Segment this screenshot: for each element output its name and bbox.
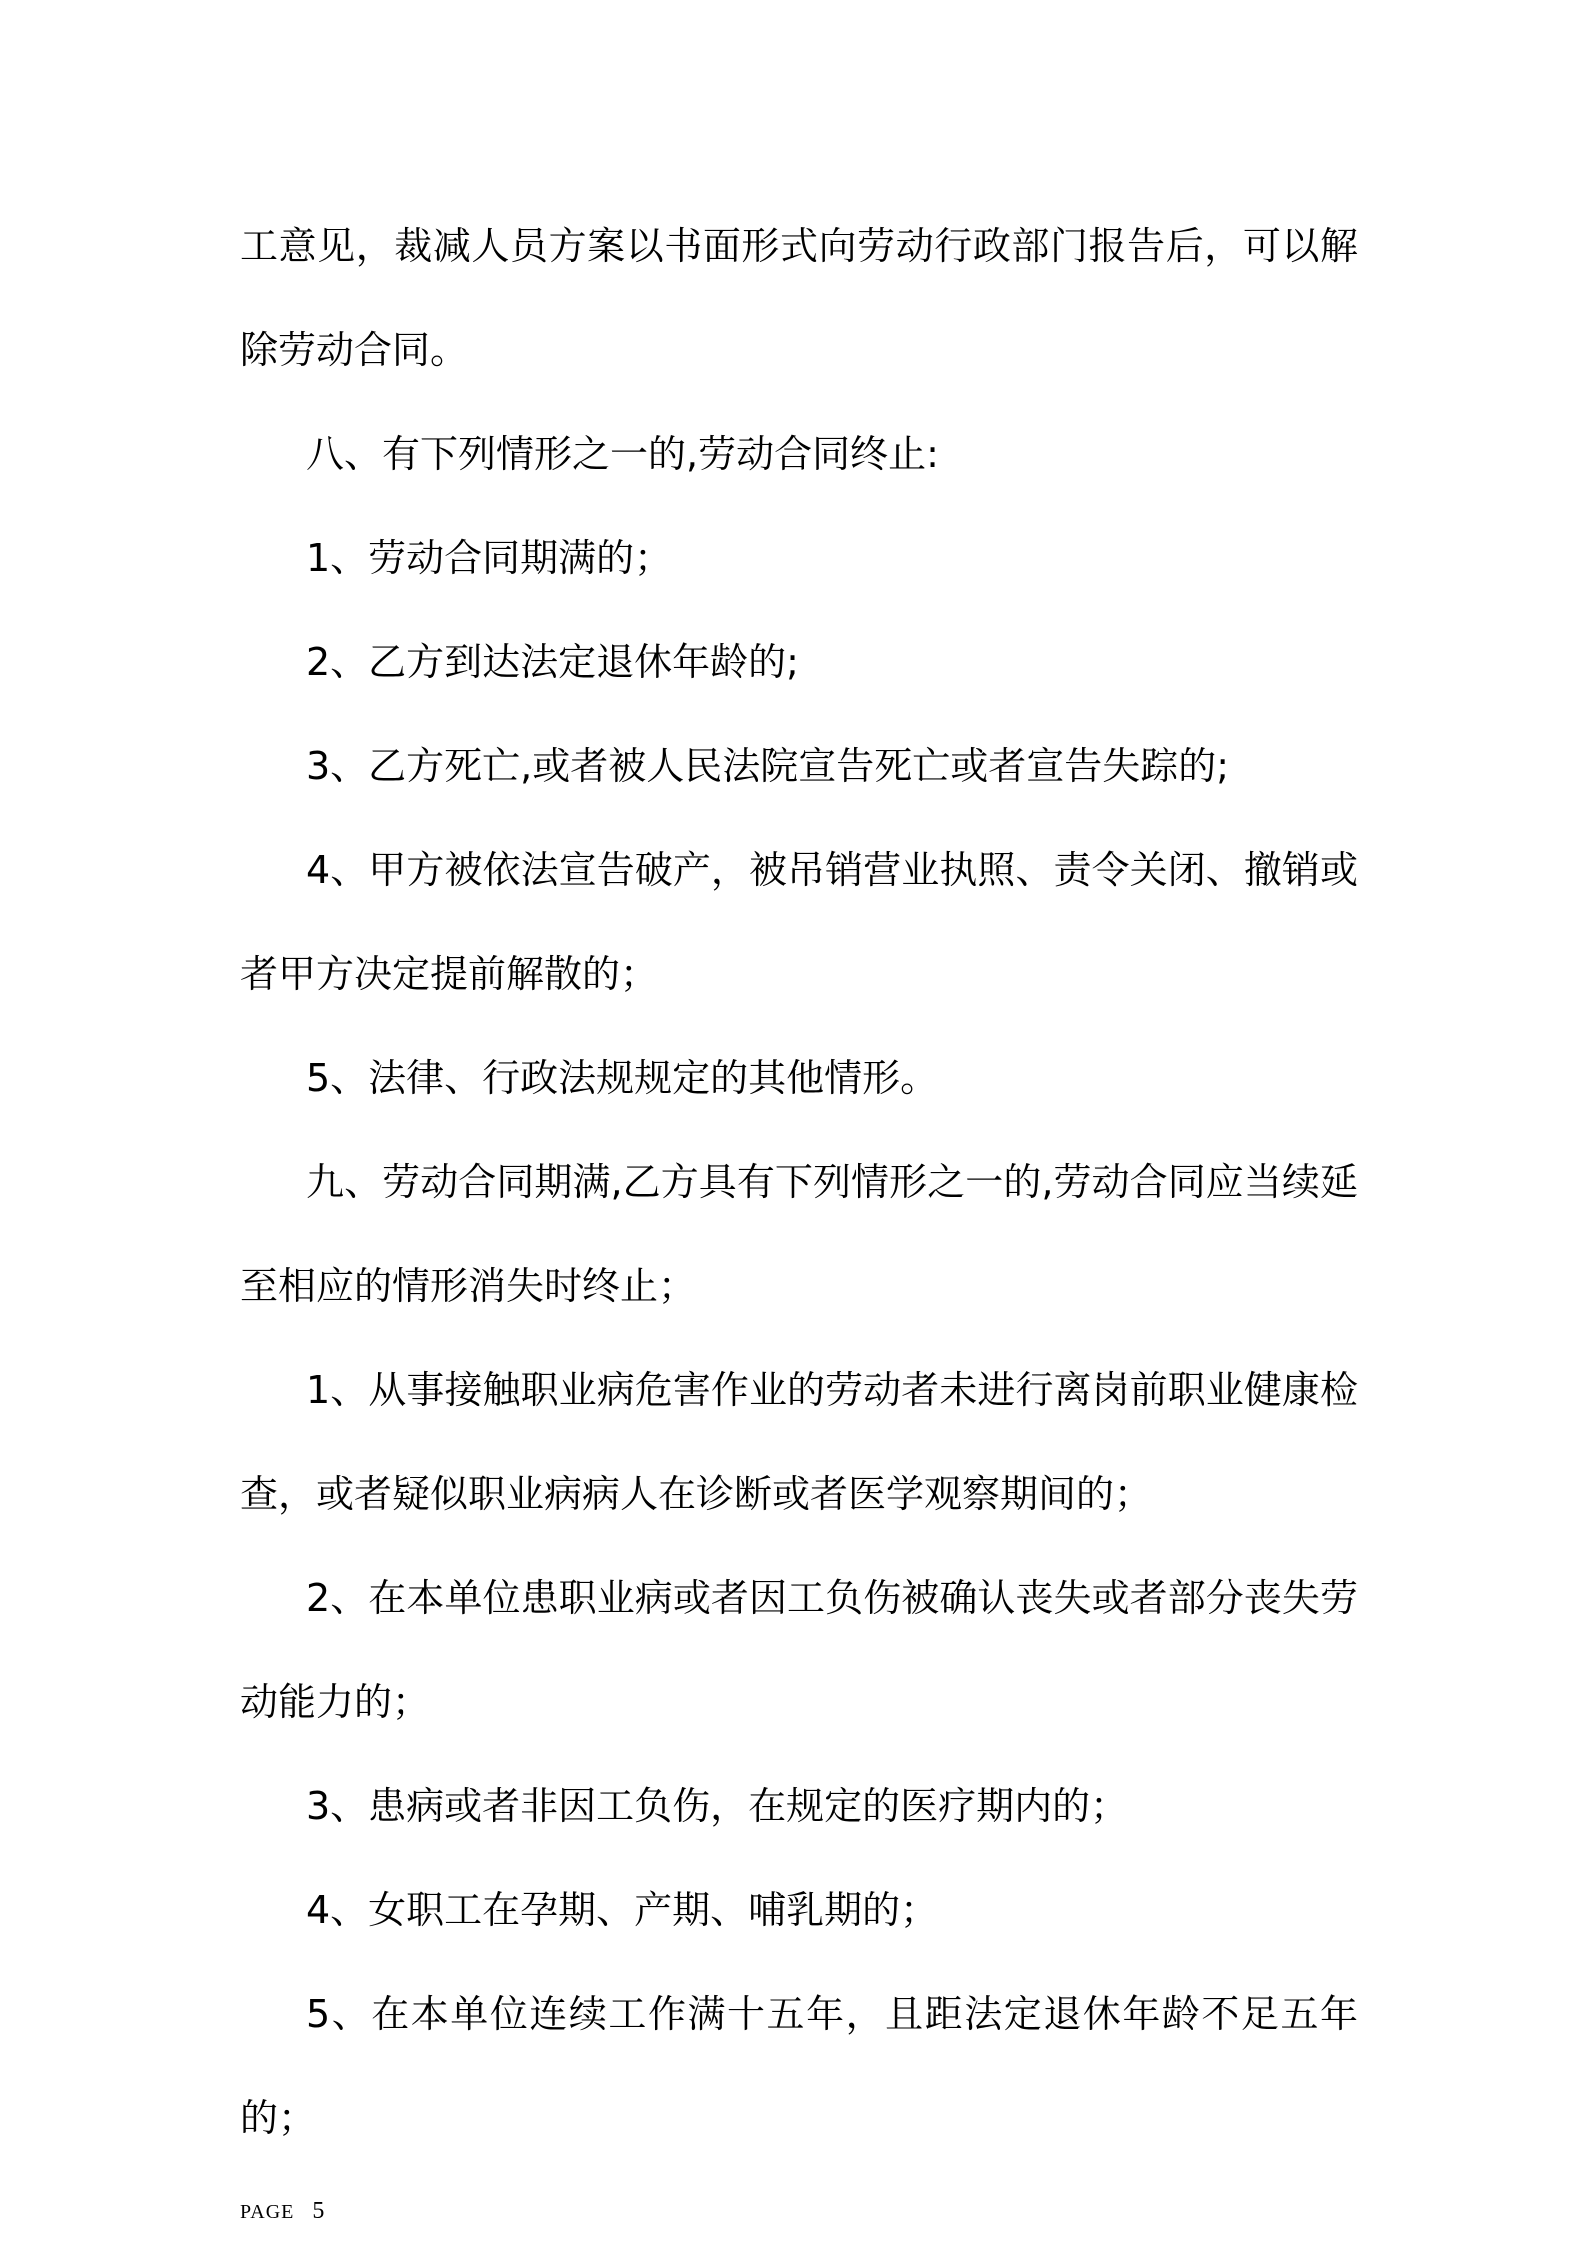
- list-item: 4、甲方被依法宣告破产，被吊销营业执照、责令关闭、撤销或者甲方决定提前解散的；: [240, 848, 1358, 996]
- list-item: 5、在本单位连续工作满十五年，且距法定退休年龄不足五年的；: [240, 1992, 1358, 2140]
- list-item: 5、法律、行政法规规定的其他情形。: [306, 1056, 939, 1100]
- list-item: 2、在本单位患职业病或者因工负伤被确认丧失或者部分丧失劳动能力的；: [240, 1576, 1358, 1724]
- list-item: 1、劳动合同期满的；: [306, 536, 673, 580]
- section-eight-heading: 八、有下列情形之一的,劳动合同终止:: [306, 432, 939, 476]
- paragraph-continuation: 工意见，裁减人员方案以书面形式向劳动行政部门报告后，可以解除劳动合同。: [240, 224, 1358, 372]
- list-item: 3、乙方死亡,或者被人民法院宣告死亡或者宣告失踪的;: [306, 744, 1230, 788]
- list-item: 4、女职工在孕期、产期、哺乳期的；: [306, 1888, 939, 1932]
- section-nine-heading: 九、劳动合同期满,乙方具有下列情形之一的,劳动合同应当续延至相应的情形消失时终止；: [240, 1160, 1358, 1308]
- page-footer: [240, 2198, 325, 2225]
- page-number: 5: [312, 2198, 326, 2224]
- list-item: 1、从事接触职业病危害作业的劳动者未进行离岗前职业健康检查，或者疑似职业病病人在诊断或者医学观察期间的；: [240, 1368, 1358, 1516]
- list-item: 3、患病或者非因工负伤，在规定的医疗期内的；: [306, 1784, 1129, 1828]
- document-body: [240, 194, 1358, 2170]
- list-item: 2、乙方到达法定退休年龄的;: [306, 640, 799, 684]
- page-label: PAGE: [240, 2201, 295, 2223]
